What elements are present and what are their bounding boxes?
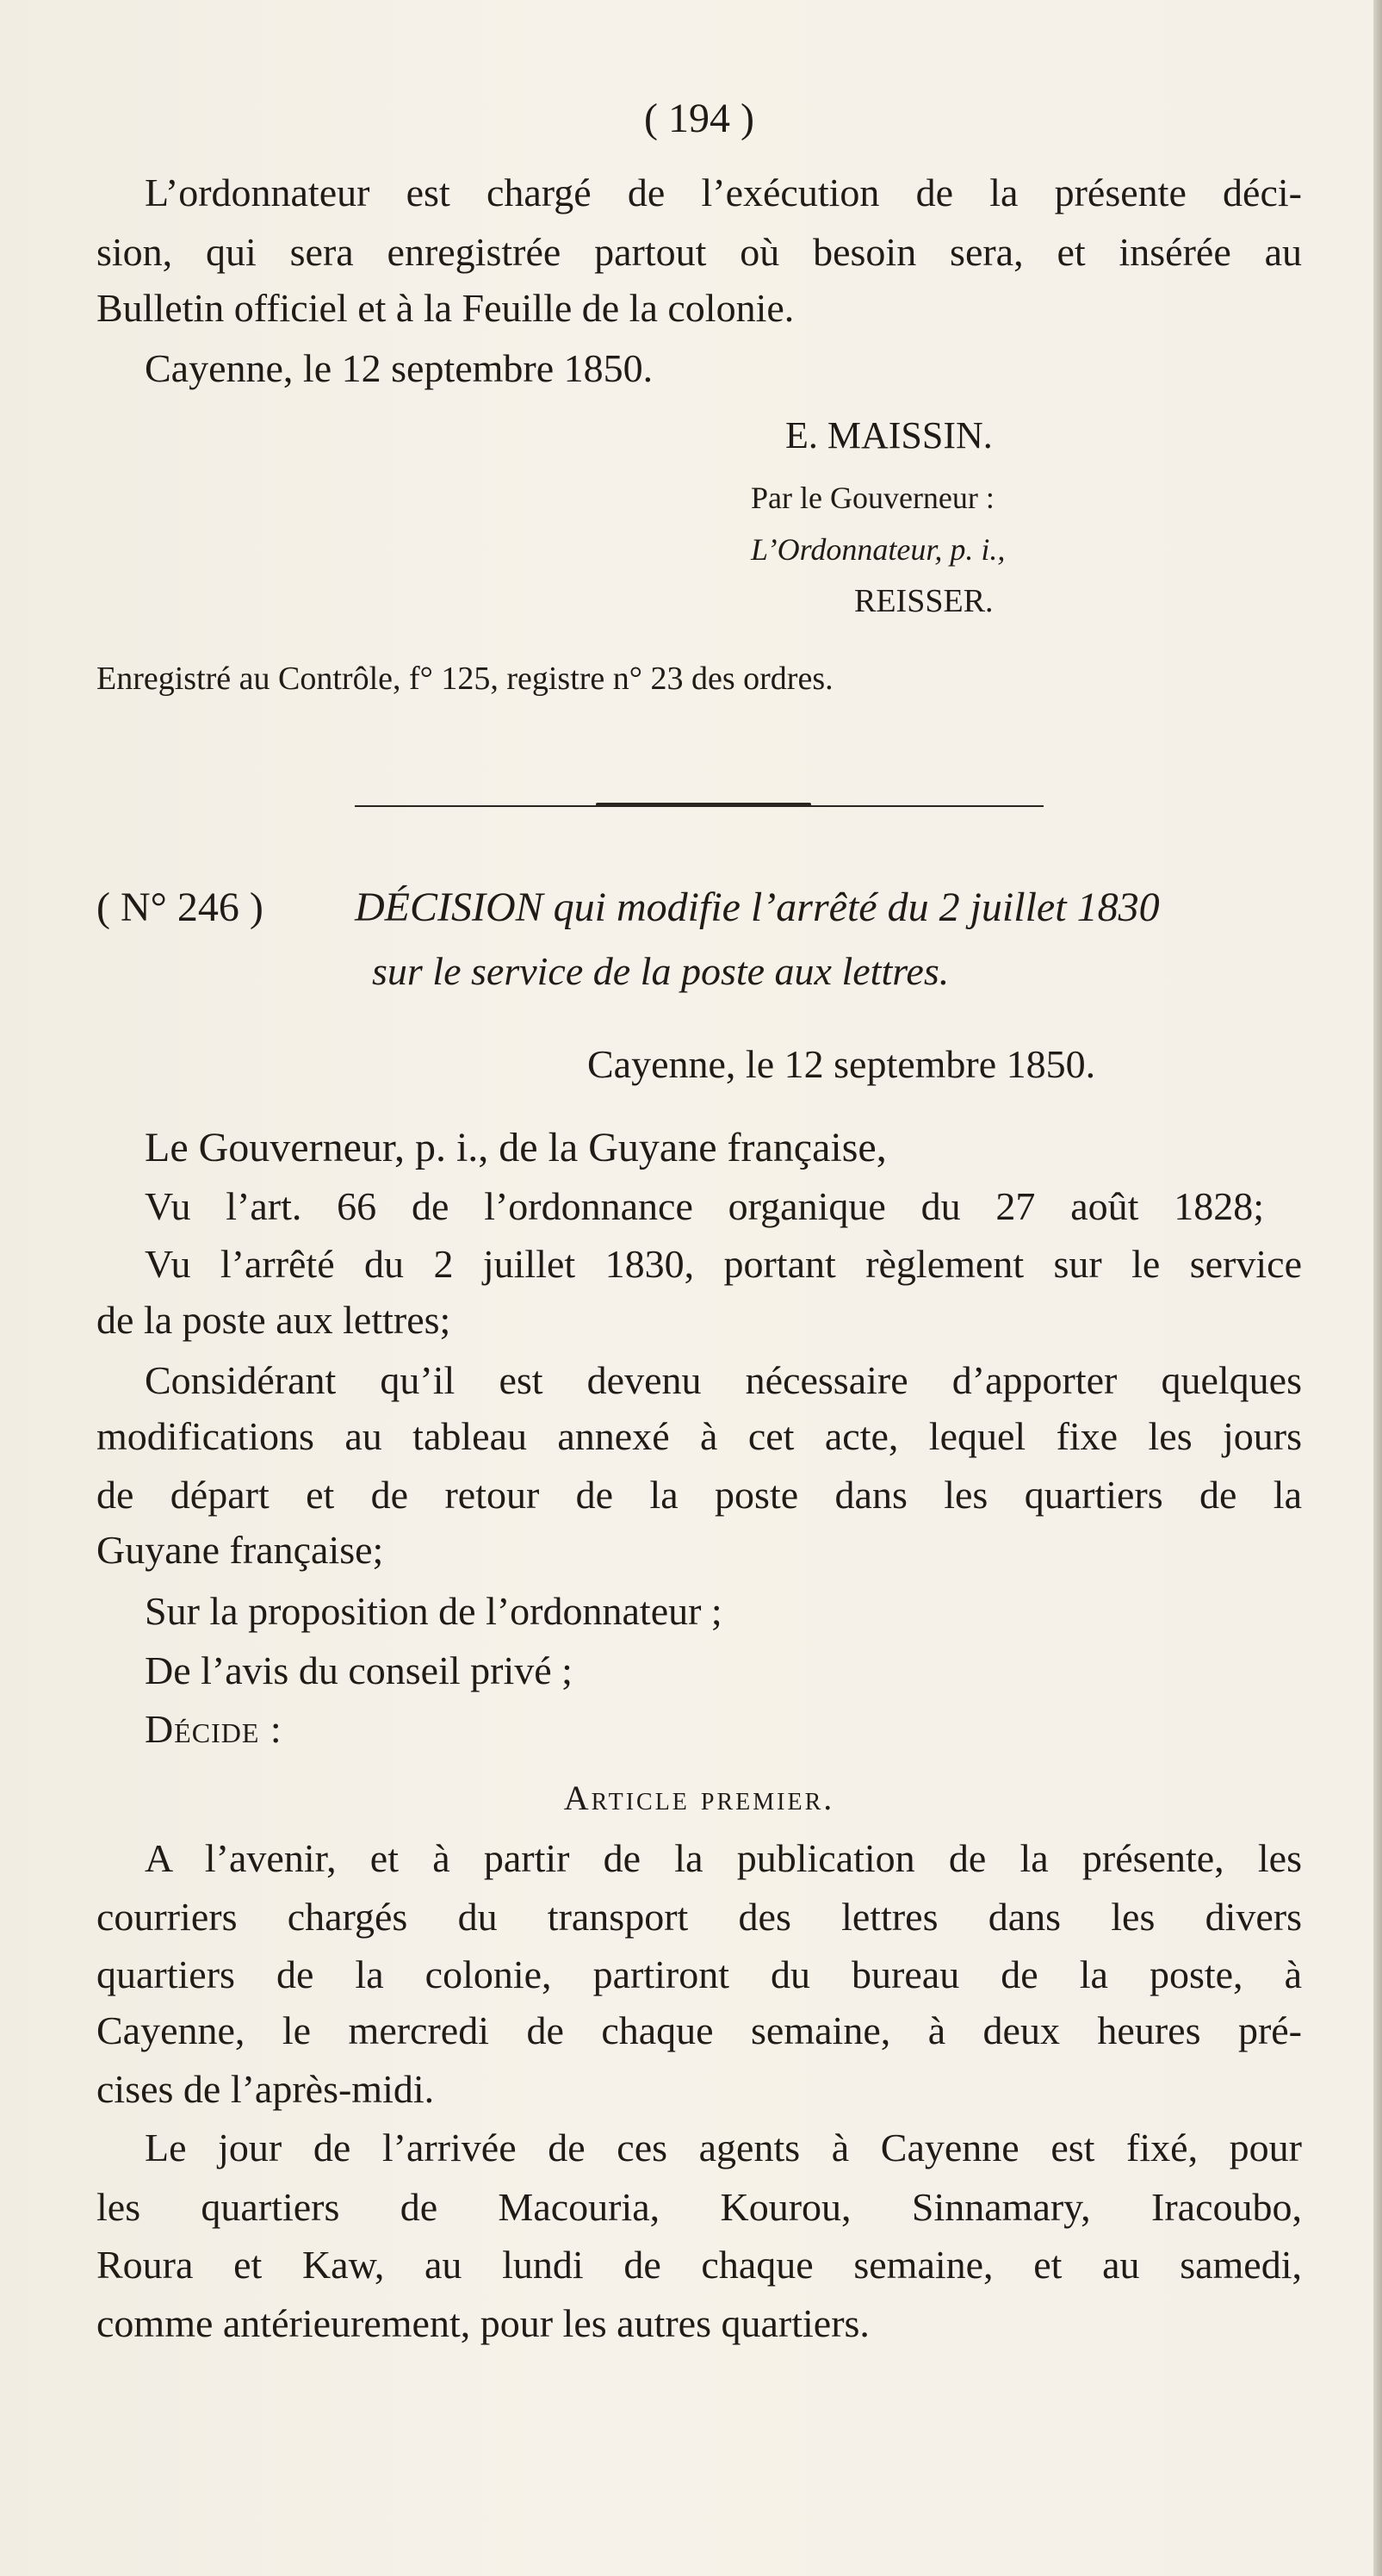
body-line-1: Le Gouverneur, p. i., de la Guyane française, — [145, 1125, 887, 1170]
body-line-4: de la poste aux lettres; — [96, 1298, 451, 1342]
decision-title-1: DÉCISION qui modifie l’arrêté du 2 juillet 1830 — [355, 885, 1160, 930]
decision-number: ( N° 246 ) — [96, 885, 263, 930]
decision-title-2: sur le service de la poste aux lettres. — [372, 949, 950, 993]
article-line-1: A l’avenir, et à partir de la publication de la présente, les — [145, 1836, 1302, 1880]
decide-heading: Décide : — [145, 1707, 282, 1751]
body-line-5: Considérant qu’il est devenu nécessaire d’apporter quelques — [145, 1358, 1302, 1402]
page-text — [96, 0, 1302, 2576]
body-line-8: Guyane française; — [96, 1528, 384, 1572]
body-line-3: Vu l’arrêté du 2 juillet 1830, portant règlement sur le service — [145, 1242, 1302, 1286]
section-rule-center — [596, 803, 811, 806]
article-line-9: comme antérieurement, pour les autres quartiers. — [96, 2301, 870, 2345]
article-heading: Article premier. — [563, 1778, 835, 1817]
article-line-8: Roura et Kaw, au lundi de chaque semaine, et au samedi, — [96, 2243, 1302, 2287]
article-line-7: les quartiers de Macouria, Kourou, Sinnamary, Iracoubo, — [96, 2185, 1302, 2229]
intro-line-3: Bulletin officiel et à la Feuille de la colonie. — [96, 286, 795, 330]
page-number: ( 194 ) — [644, 96, 754, 141]
signature-role: L’Ordonnateur, p. i., — [751, 532, 1006, 567]
intro-line-2: sion, qui sera enregistrée partout où besoin sera, et insérée au — [96, 230, 1302, 274]
body-line-7: de départ et de retour de la poste dans les quartiers de la — [96, 1473, 1302, 1517]
signature-name: E. MAISSIN. — [785, 414, 993, 456]
body-line-10: De l’avis du conseil privé ; — [145, 1648, 573, 1692]
intro-line-1: L’ordonnateur est chargé de l’exécution de la présente déci- — [145, 171, 1302, 214]
body-line-2: Vu l’art. 66 de l’ordonnance organique du 27 août 1828; — [145, 1184, 1264, 1228]
date-line-2: Cayenne, le 12 septembre 1850. — [587, 1042, 1096, 1086]
article-line-2: courriers chargés du transport des lettres dans les divers — [96, 1895, 1302, 1939]
article-line-4: Cayenne, le mercredi de chaque semaine, à deux heures pré- — [96, 2008, 1302, 2052]
page-edge-shadow — [1373, 0, 1382, 2576]
article-line-6: Le jour de l’arrivée de ces agents à Cayenne est fixé, pour — [145, 2126, 1302, 2169]
signature-name-2: REISSER. — [854, 583, 994, 619]
body-line-9: Sur la proposition de l’ordonnateur ; — [145, 1589, 722, 1633]
article-line-5: cises de l’après-midi. — [96, 2067, 435, 2111]
article-line-3: quartiers de la colonie, partiront du bureau de la poste, à — [96, 1952, 1302, 1996]
registration-line: Enregistré au Contrôle, f° 125, registre n° 23 des ordres. — [96, 661, 834, 697]
body-line-6: modifications au tableau annexé à cet acte, lequel fixe les jours — [96, 1414, 1302, 1458]
date-line-1: Cayenne, le 12 septembre 1850. — [145, 346, 654, 390]
signature-by: Par le Gouverneur : — [751, 481, 995, 515]
